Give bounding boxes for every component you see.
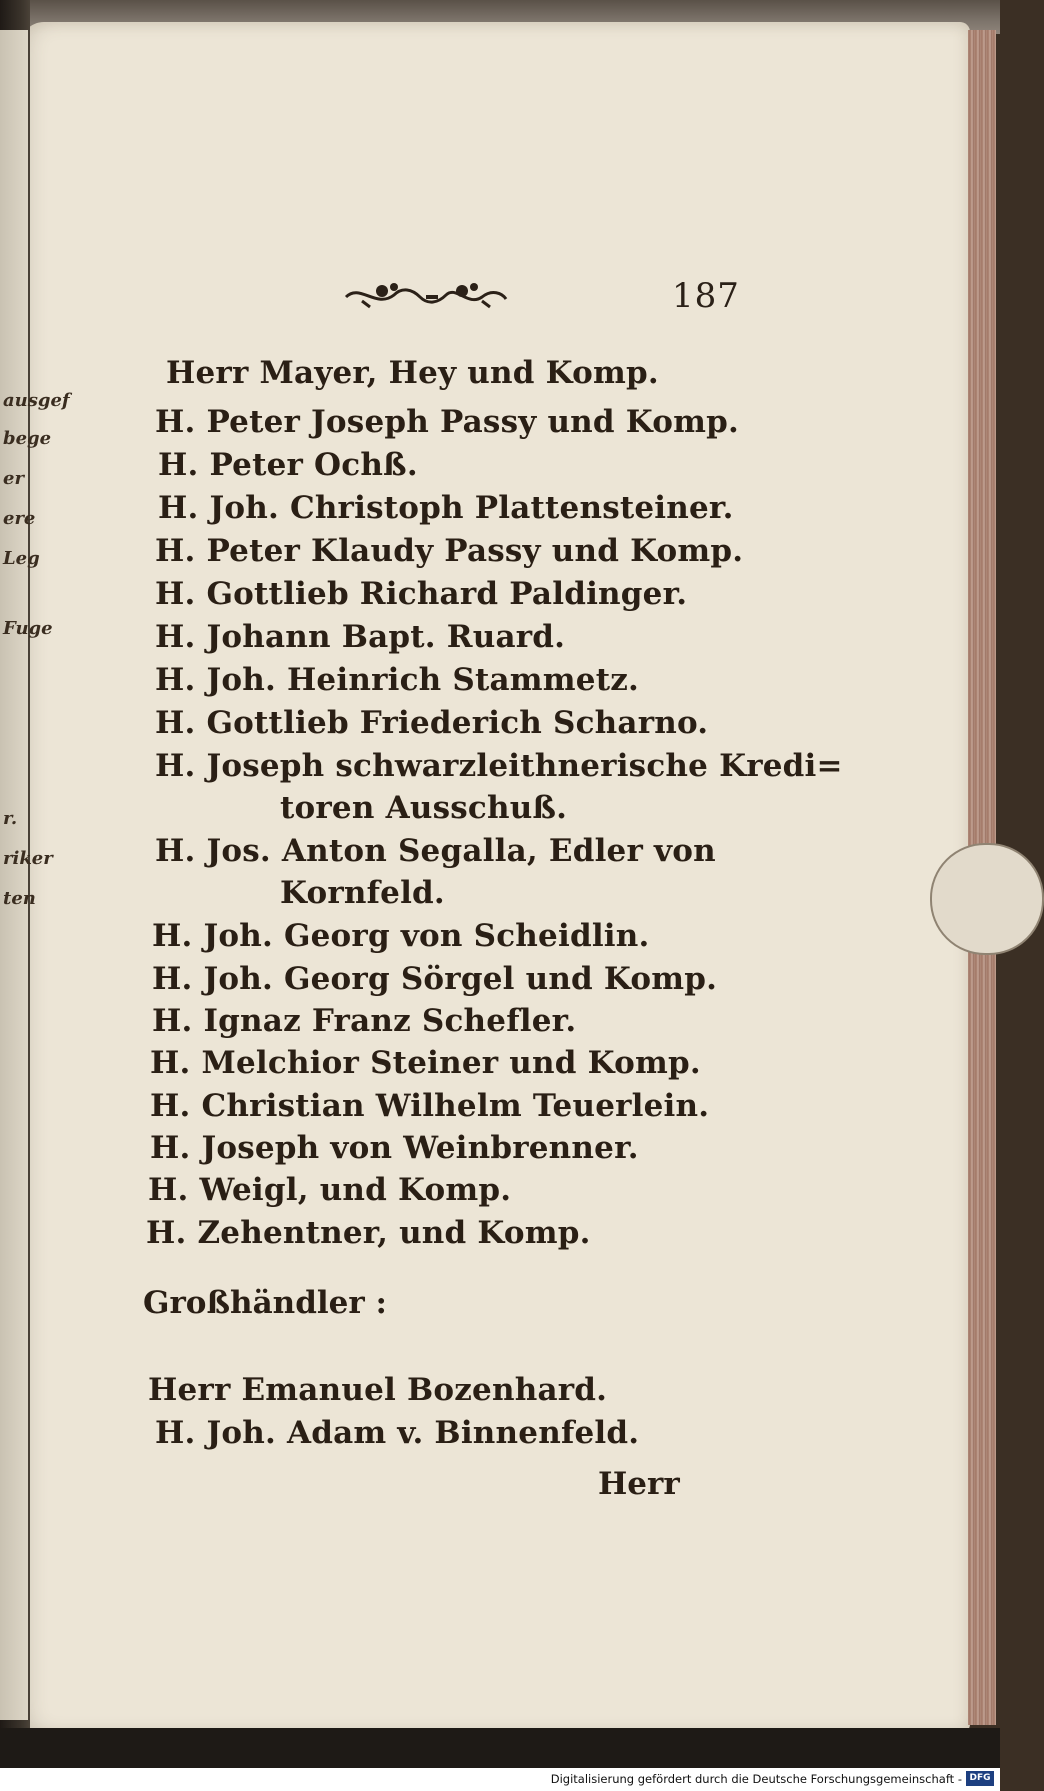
section-entry: H. Joh. Adam v. Binnenfeld. — [155, 1415, 640, 1451]
entry-line: H. Joseph von Weinbrenner. — [150, 1130, 639, 1166]
left-fragment: ausgef — [3, 390, 70, 411]
footer-credit: Digitalisierung gefördert durch die Deutsche Forschungsgemeinschaft - — [550, 1772, 962, 1786]
entry-line: H. Jos. Anton Segalla, Edler von — [155, 833, 716, 869]
catchword: Herr — [598, 1466, 680, 1502]
left-fragment: er — [3, 468, 24, 489]
page-number: 187 — [672, 276, 740, 316]
left-fragment: riker — [3, 848, 53, 869]
entry-line: H. Ignaz Franz Schefler. — [152, 1003, 577, 1039]
entry-line: Herr Mayer, Hey und Komp. — [166, 355, 659, 391]
ornament-icon — [342, 275, 510, 315]
entry-line: H. Peter Ochß. — [158, 447, 418, 483]
left-fragment: Leg — [3, 548, 40, 569]
entry-line: H. Joh. Georg Sörgel und Komp. — [152, 961, 718, 997]
entry-line: H. Joh. Christoph Plattensteiner. — [158, 490, 734, 526]
left-fragment: ten — [3, 888, 36, 909]
left-fragment: ere — [3, 508, 36, 529]
entry-line: H. Peter Joseph Passy und Komp. — [155, 404, 739, 440]
entry-line: H. Johann Bapt. Ruard. — [155, 619, 566, 655]
entry-line: H. Gottlieb Richard Paldinger. — [155, 576, 688, 612]
entry-continuation: Kornfeld. — [280, 875, 445, 911]
bookmark-tab — [930, 843, 1044, 955]
entry-line: H. Gottlieb Friederich Scharno. — [155, 705, 709, 741]
entry-line: H. Joh. Georg von Scheidlin. — [152, 918, 650, 954]
entry-line: H. Joseph schwarzleithnerische Kredi= — [155, 748, 843, 784]
entry-line: H. Joh. Heinrich Stammetz. — [155, 662, 640, 698]
left-fragment: bege — [3, 428, 52, 449]
dfg-logo-icon: DFG — [966, 1771, 994, 1786]
left-page-edge — [0, 30, 70, 1720]
entry-line: H. Zehentner, und Komp. — [146, 1215, 591, 1251]
entry-line: H. Melchior Steiner und Komp. — [150, 1045, 701, 1081]
entry-line: H. Weigl, und Komp. — [148, 1172, 512, 1208]
section-entry: Herr Emanuel Bozenhard. — [148, 1372, 608, 1408]
left-fragment: r. — [3, 808, 18, 829]
entry-line: H. Christian Wilhelm Teuerlein. — [150, 1088, 710, 1124]
entry-line: H. Peter Klaudy Passy und Komp. — [155, 533, 744, 569]
section-heading: Großhändler : — [143, 1285, 387, 1321]
entry-continuation: toren Ausschuß. — [280, 790, 568, 826]
left-fragment: Fuge — [3, 618, 53, 639]
